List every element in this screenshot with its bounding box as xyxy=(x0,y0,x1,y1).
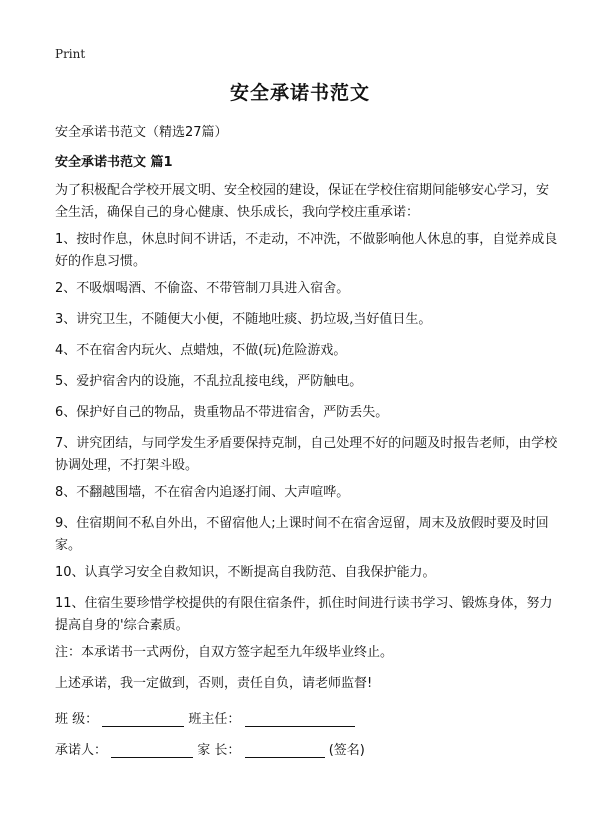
list-item: 5、爱护宿舍内的设施，不乱拉乱接电线，严防触电。 xyxy=(55,374,363,389)
signature-row-promiser xyxy=(55,739,365,758)
list-item: 11、住宿生要珍惜学校提供的有限住宿条件，抓住时间进行读书学习、锻炼身体，努力提高自身的'综合素质。 xyxy=(55,596,553,633)
intro-paragraph: 为了积极配合学校开展文明、安全校园的建设，保证在学校住宿期间能够安心学习，安全生活，确保自己的身心健康、快乐成长，我向学校庄重承诺： xyxy=(55,183,550,220)
teacher-label: 班主任： xyxy=(188,712,241,727)
parent-blank xyxy=(245,741,325,758)
list-item: 10、认真学习安全自救知识，不断提高自我防范、自我保护能力。 xyxy=(55,565,436,580)
list-item: 4、不在宿舍内玩火、点蜡烛，不做(玩)危险游戏。 xyxy=(55,343,347,358)
section-title: 安全承诺书范文 篇1 xyxy=(55,155,173,170)
promiser-label: 承诺人： xyxy=(55,743,108,758)
list-item: 1、按时作息，休息时间不讲话，不走动，不冲洗，不做影响他人休息的事，自觉养成良好的作息习惯。 xyxy=(55,232,558,269)
parent-label: 家 长： xyxy=(197,743,241,758)
list-item: 6、保护好自己的物品，贵重物品不带进宿舍，严防丢失。 xyxy=(55,405,389,420)
list-item: 3、讲究卫生，不随便大小便，不随地吐痰、扔垃圾,当好值日生。 xyxy=(55,312,432,327)
class-blank xyxy=(102,710,184,727)
sign-note: (签名) xyxy=(328,743,365,758)
document-title: 安全承诺书范文 xyxy=(229,82,370,104)
document-subtitle: 安全承诺书范文（精选27篇） xyxy=(55,125,228,140)
closing-paragraph: 上述承诺，我一定做到，否则，责任自负，请老师监督! xyxy=(55,676,373,691)
print-label: Print xyxy=(55,47,86,61)
list-item: 2、不吸烟喝酒、不偷盗、不带管制刀具进入宿舍。 xyxy=(55,281,350,296)
class-label: 班 级： xyxy=(55,712,99,727)
promiser-blank xyxy=(111,741,193,758)
note-paragraph: 注：本承诺书一式两份，自双方签字起至九年级毕业终止。 xyxy=(55,645,394,660)
list-item: 9、住宿期间不私自外出，不留宿他人;上课时间不在宿舍逗留，周末及放假时要及时回家。 xyxy=(55,516,549,553)
signature-row-class xyxy=(55,708,355,727)
list-item: 7、讲究团结，与同学发生矛盾要保持克制，自己处理不好的问题及时报告老师，由学校协调处理，不打架斗殴。 xyxy=(55,436,558,473)
teacher-blank xyxy=(245,710,355,727)
list-item: 8、不翻越围墙，不在宿舍内追逐打闹、大声喧哗。 xyxy=(55,485,350,500)
